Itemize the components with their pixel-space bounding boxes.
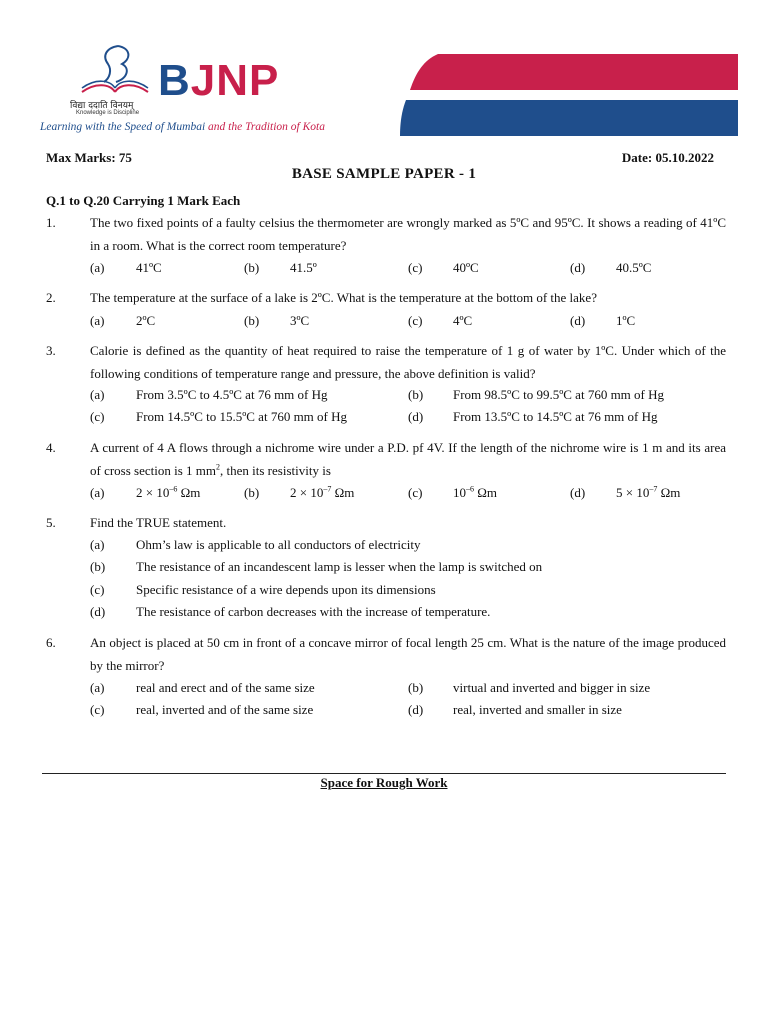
option-label: (a) [90, 537, 105, 552]
option-label: (d) [408, 409, 424, 424]
option-label: (b) [244, 260, 260, 275]
question-text: Calorie is defined as the quantity of heat required to raise the temperature of 1 g of water by 1ºC. Under which of the following conditions of temperature range and pressure, the above definition is valid? [90, 343, 726, 381]
option-text: real and erect and of the same size [136, 680, 315, 695]
option-text: From 98.5ºC to 99.5ºC at 760 mm of Hg [453, 387, 665, 402]
brand-name: BJNP [158, 56, 280, 105]
option-text: 2ºC [136, 313, 156, 328]
option-text: The resistance of carbon decreases with the increase of temperature. [136, 604, 491, 619]
option-text: 40ºC [453, 260, 479, 275]
option-label: (c) [90, 409, 105, 424]
option-text: $2 \times 10^{-7}$ Ωm [290, 484, 355, 500]
hindi-motto: विद्या ददाति विनयम् [70, 101, 134, 111]
question-number: 6. [46, 635, 56, 650]
option-text: 40.5ºC [616, 260, 652, 275]
option-label: (a) [90, 313, 105, 328]
option-label: (a) [90, 680, 105, 695]
option-label: (c) [90, 702, 105, 717]
question-text: The temperature at the surface of a lake is 2ºC. What is the temperature at the bottom of the lake? [90, 290, 597, 305]
question-number: 3. [46, 343, 56, 358]
option-label: (c) [90, 582, 105, 597]
section-heading: Q.1 to Q.20 Carrying 1 Mark Each [46, 193, 241, 208]
option-label: (b) [90, 559, 106, 574]
option-text: 1ºC [616, 313, 636, 328]
tagline: Learning with the Speed of Mumbai and the Tradition of Kota [40, 121, 325, 133]
option-text: $10^{-6}$ Ωm [453, 484, 498, 500]
question-number: 5. [46, 515, 56, 530]
option-label: (d) [408, 702, 424, 717]
question-text: An object is placed at 50 cm in front of a concave mirror of focal length 25 cm. What is the nature of the image produced by the mirror? [90, 635, 726, 673]
option-text: Ohm’s law is applicable to all conductors of electricity [136, 537, 421, 552]
question-text: A current of 4 A flows through a nichrome wire under a P.D. pf 4V. If the length of the nichrome wire is 1 m and its area of cross section is 1 $mm^2$, then its resistivity is [90, 440, 726, 478]
institute-logo [40, 42, 340, 137]
option-label: (c) [408, 485, 423, 500]
option-text: real, inverted and of the same size [136, 702, 314, 717]
option-text: $2 \times 10^{-6}$ Ωm [136, 484, 201, 500]
option-label: (b) [408, 387, 424, 402]
option-text: real, inverted and smaller in size [453, 702, 622, 717]
option-label: (a) [90, 387, 105, 402]
paper-title: BASE SAMPLE PAPER - 1 [291, 166, 477, 182]
option-text: 4ºC [453, 313, 473, 328]
option-label: (c) [408, 260, 423, 275]
question-text: Find the TRUE statement. [90, 515, 227, 530]
question-number: 2. [46, 290, 56, 305]
option-label: (b) [244, 313, 260, 328]
exam-date: Date: 05.10.2022 [621, 150, 714, 165]
option-text: 41ºC [136, 260, 162, 275]
option-text: From 14.5ºC to 15.5ºC at 760 mm of Hg [136, 409, 348, 424]
option-text: 3ºC [290, 313, 310, 328]
option-text: Specific resistance of a wire depends upon its dimensions [136, 582, 436, 597]
english-motto: Knowledge is Discipline [76, 110, 140, 116]
question-number: 4. [46, 440, 56, 455]
divider-line [42, 773, 726, 774]
option-label: (b) [408, 680, 424, 695]
option-label: (b) [244, 485, 260, 500]
option-text: From 13.5ºC to 14.5ºC at 76 mm of Hg [453, 409, 658, 424]
max-marks: Max Marks: 75 [46, 150, 132, 165]
option-text: The resistance of an incandescent lamp is lesser when the lamp is switched on [136, 559, 543, 574]
option-label: (c) [408, 313, 423, 328]
option-text: From 3.5ºC to 4.5ºC at 76 mm of Hg [136, 387, 328, 402]
option-label: (a) [90, 485, 105, 500]
option-text: $5 \times 10^{-7}$ Ωm [616, 484, 681, 500]
rough-work-heading: Space for Rough Work [320, 775, 448, 790]
option-label: (a) [90, 260, 105, 275]
option-text: virtual and inverted and bigger in size [453, 680, 651, 695]
question-text: The two fixed points of a faulty celsius the thermometer are wrongly marked as 5ºC and 95ºC. It shows a reading of 41ºC in a room. What is the correct room temperature? [90, 215, 726, 253]
option-label: (d) [90, 604, 106, 619]
header-banner [398, 54, 738, 136]
option-label: (d) [570, 313, 586, 328]
question-number: 1. [46, 215, 56, 230]
option-label: (d) [570, 260, 586, 275]
option-text: 41.5º [290, 260, 317, 275]
option-label: (d) [570, 485, 586, 500]
